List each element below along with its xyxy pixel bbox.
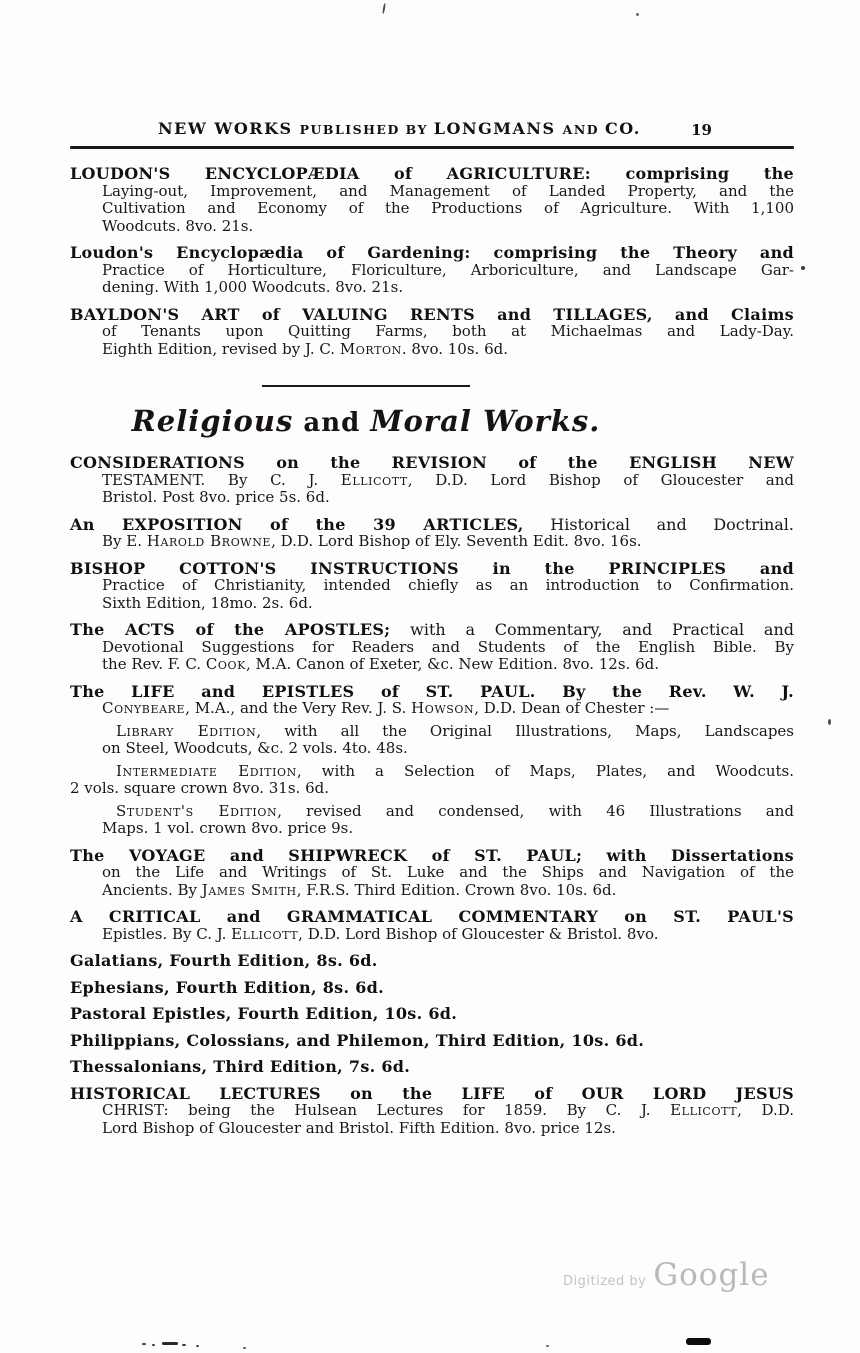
text-segment: Ellicott bbox=[340, 470, 408, 489]
text-segment: of Tenants upon Quitting Farms, both at Michaelmas and Lady-Day. bbox=[102, 322, 794, 340]
text-segment: 2 vols. square crown 8vo. 31s. 6d. bbox=[70, 779, 329, 797]
entry-line bbox=[70, 244, 794, 262]
text-segment: An EXPOSITION of the 39 ARTICLES, bbox=[70, 514, 524, 534]
text-segment: , M.A. Canon of Exeter, &c. New Edition. 8vo. 12s. 6d. bbox=[245, 655, 659, 673]
page-header-title bbox=[158, 119, 641, 138]
text-segment: Thessalonians, Third Edition, 7s. 6d. bbox=[70, 1057, 411, 1076]
text-segment: Sixth Edition, 18mo. 2s. 6d. bbox=[102, 593, 313, 612]
text-segment: Ancients. By bbox=[102, 880, 202, 899]
text-segment: HISTORICAL LECTURES on the LIFE of OUR LORD JESUS bbox=[70, 1083, 794, 1103]
text-segment: and bbox=[293, 408, 371, 438]
entry-line bbox=[70, 1102, 794, 1120]
catalog-entry-critical-and-grammatical-commentary bbox=[70, 908, 794, 943]
text-segment: Harold Browne bbox=[146, 532, 272, 550]
section-religious-and-moral-works bbox=[70, 385, 662, 440]
text-segment: , D.D. Lord Bishop of Ely. Seventh Edit. 8vo. 16s. bbox=[271, 532, 642, 550]
catalog-entry-pastoral-epistles bbox=[70, 1005, 794, 1023]
entry-line bbox=[70, 1032, 794, 1050]
text-segment: The LIFE and EPISTLES of ST. PAUL. By the Rev. W. J. bbox=[70, 681, 794, 701]
entry-line bbox=[70, 1005, 794, 1023]
entry-line bbox=[70, 926, 794, 944]
watermark-prefix: Digitized by bbox=[563, 1274, 647, 1289]
google-logo-text: Google bbox=[653, 1257, 770, 1293]
text-segment: the Rev. F. C. bbox=[102, 655, 206, 673]
catalog-entry-life-and-epistles-of-st-paul bbox=[70, 683, 794, 838]
text-segment: Eighth Edition, revised by J. C. bbox=[102, 339, 340, 358]
entry-line bbox=[70, 639, 794, 657]
digitized-by-google-watermark bbox=[563, 1257, 770, 1293]
text-segment: Lord Bishop of Gloucester and Bristol. Fifth Edition. 8vo. price 12s. bbox=[102, 1118, 616, 1137]
text-segment: Ellicott bbox=[670, 1101, 738, 1119]
entry-line bbox=[70, 560, 794, 578]
catalog-entry-loudon-encyclopaedia-agriculture bbox=[70, 165, 794, 235]
entry-line bbox=[70, 780, 794, 798]
ink-speck bbox=[182, 1344, 186, 1346]
catalog-entry-bayldon-art-of-valuing-rents bbox=[70, 306, 794, 359]
text-segment: , D.D. bbox=[737, 1101, 794, 1119]
text-segment: Student's Edition bbox=[116, 801, 278, 820]
ink-speck bbox=[546, 1345, 549, 1347]
text-segment: dening. With 1,000 Woodcuts. 8vo. 21s. bbox=[102, 278, 404, 296]
catalog-entry-voyage-and-shipwreck-of-st-paul bbox=[70, 847, 794, 900]
section-heading bbox=[70, 404, 662, 440]
entry-line bbox=[70, 279, 794, 297]
text-segment: The VOYAGE and SHIPWRECK of ST. PAUL; with Dissertations bbox=[70, 845, 794, 865]
text-segment: , M.A., and the Very Rev. J. S. bbox=[185, 699, 412, 717]
text-segment: , D.D. Dean of Chester :— bbox=[474, 699, 670, 717]
text-segment: CONSIDERATIONS on the REVISION of the ENGLISH NEW bbox=[70, 453, 794, 472]
text-segment: CHRIST: being the Hulsean Lectures for 1859. By C. J. bbox=[102, 1101, 671, 1119]
ink-speck bbox=[152, 1344, 155, 1346]
entry-line bbox=[70, 882, 794, 900]
page-header bbox=[70, 118, 794, 142]
text-segment: Historical and Doctrinal. bbox=[523, 514, 795, 534]
text-segment: By E. bbox=[102, 532, 147, 550]
entry-line bbox=[70, 864, 794, 882]
catalog-entry-loudon-encyclopaedia-gardening bbox=[70, 244, 794, 297]
entry-line bbox=[70, 183, 794, 201]
catalog-entry-thessalonians bbox=[70, 1058, 794, 1076]
entry-line bbox=[70, 763, 794, 781]
entry-line bbox=[70, 979, 794, 997]
text-segment: James Smith bbox=[201, 880, 297, 899]
text-segment: , D.D. Lord Bishop of Gloucester & Bristol. 8vo. bbox=[298, 924, 659, 943]
entry-line bbox=[70, 341, 794, 359]
text-segment: A CRITICAL and GRAMMATICAL COMMENTARY on ST. PAUL'S bbox=[70, 907, 794, 926]
text-segment: Howson bbox=[411, 699, 475, 717]
text-segment: , F.R.S. Third Edition. Crown 8vo. 10s. 6d. bbox=[296, 880, 617, 899]
entry-line bbox=[70, 533, 794, 551]
entry-line bbox=[70, 847, 794, 865]
text-segment: Galatians, Fourth Edition, 8s. 6d. bbox=[70, 951, 378, 970]
catalog-entry-historical-lectures-life-of-our-lord bbox=[70, 1085, 794, 1138]
entry-line bbox=[70, 803, 794, 821]
entry-line bbox=[70, 200, 794, 218]
text-segment: The ACTS of the APOSTLES; bbox=[70, 620, 391, 639]
catalog-entry-exposition-of-the-39-articles bbox=[70, 516, 794, 551]
text-segment: Loudon's Encyclopædia of Gardening: comprising the Theory and bbox=[70, 243, 794, 262]
text-segment: Library Edition bbox=[116, 721, 257, 740]
entry-line bbox=[70, 908, 794, 926]
text-segment: Woodcuts. 8vo. 21s. bbox=[102, 216, 254, 235]
section-divider-rule bbox=[262, 385, 470, 387]
text-segment: Practice of Christianity, intended chiefly as an introduction to Confirmation. bbox=[102, 576, 794, 594]
text-segment: , with a Selection of Maps, Plates, and Woodcuts. bbox=[296, 761, 795, 780]
text-segment: Ellicott bbox=[231, 924, 299, 943]
text-segment: with a Commentary, and Practical and bbox=[390, 620, 794, 639]
catalog-entry-galatians bbox=[70, 952, 794, 970]
text-segment: , revised and condensed, with 46 Illustrations and bbox=[277, 801, 795, 820]
ink-speck bbox=[801, 266, 805, 270]
entry-line bbox=[70, 621, 794, 639]
entry-line bbox=[70, 1058, 794, 1076]
entry-line bbox=[70, 595, 794, 613]
text-segment: Ephesians, Fourth Edition, 8s. 6d. bbox=[70, 977, 384, 997]
entry-line bbox=[70, 472, 794, 490]
text-segment: Laying-out, Improvement, and Management of Landed Property, and the bbox=[102, 181, 794, 200]
ink-speck bbox=[686, 1338, 711, 1345]
text-segment: TESTAMENT. By C. J. bbox=[102, 470, 341, 489]
entry-line bbox=[70, 489, 794, 507]
entry-line bbox=[70, 306, 794, 324]
entry-line bbox=[70, 516, 794, 534]
catalog-entry-acts-of-the-apostles bbox=[70, 621, 794, 674]
text-segment: Practice of Horticulture, Floriculture, Arboriculture, and Landscape Gar- bbox=[102, 260, 794, 279]
ink-speck bbox=[243, 1347, 246, 1349]
text-segment: Cultivation and Economy of the Productions of Agriculture. With 1,100 bbox=[102, 199, 794, 217]
text-segment: Cook bbox=[205, 655, 246, 673]
entry-line bbox=[70, 165, 794, 183]
page-number: 19 bbox=[691, 121, 712, 139]
entry-line bbox=[70, 723, 794, 741]
entry-line bbox=[70, 683, 794, 701]
entry-line bbox=[70, 323, 794, 341]
ink-speck bbox=[196, 1345, 199, 1347]
entry-line bbox=[70, 952, 794, 970]
text-segment: Morton bbox=[339, 339, 402, 358]
text-segment: NEW WORKS bbox=[158, 119, 300, 138]
text-segment: Devotional Suggestions for Readers and Students of the English Bible. By bbox=[102, 637, 794, 656]
text-segment: Epistles. By C. J. bbox=[102, 924, 232, 943]
entry-line bbox=[70, 262, 794, 280]
text-segment: CO. bbox=[604, 119, 641, 138]
text-segment: , D.D. Lord Bishop of Gloucester and bbox=[407, 470, 794, 489]
entry-line bbox=[70, 1085, 794, 1103]
ink-speck bbox=[142, 1343, 146, 1345]
catalog-listing bbox=[70, 165, 794, 1137]
text-segment: on Steel, Woodcuts, &c. 2 vols. 4to. 48s. bbox=[102, 739, 408, 757]
ink-speck bbox=[162, 1342, 178, 1345]
catalog-entry-considerations-revision-english-new-testament bbox=[70, 454, 794, 507]
text-segment: LOUDON'S ENCYCLOPÆDIA of AGRICULTURE: comprising the bbox=[70, 164, 794, 183]
entry-line bbox=[70, 740, 794, 758]
entry-line bbox=[70, 820, 794, 838]
text-segment: Intermediate Edition bbox=[116, 761, 297, 780]
catalog-entry-philippians-colossians-philemon bbox=[70, 1032, 794, 1050]
text-segment: Philippians, Colossians, and Philemon, Third Edition, 10s. 6d. bbox=[70, 1030, 645, 1050]
text-segment: , with all the Original Illustrations, Maps, Landscapes bbox=[256, 721, 794, 740]
text-segment: PUBLISHED BY bbox=[299, 122, 434, 137]
text-segment: on the Life and Writings of St. Luke and the Ships and Navigation of the bbox=[102, 863, 794, 881]
catalog-entry-ephesians bbox=[70, 979, 794, 997]
ink-speck bbox=[828, 719, 831, 725]
text-segment: Conybeare bbox=[102, 699, 186, 717]
text-segment: LONGMANS bbox=[433, 119, 563, 138]
text-segment: BISHOP COTTON'S INSTRUCTIONS in the PRINCIPLES and bbox=[70, 558, 794, 578]
entry-line bbox=[70, 1120, 794, 1138]
text-segment: Maps. 1 vol. crown 8vo. price 9s. bbox=[102, 819, 354, 837]
entry-line bbox=[70, 656, 794, 674]
entry-line bbox=[70, 454, 794, 472]
header-rule bbox=[70, 146, 794, 149]
text-segment: Pastoral Epistles, Fourth Edition, 10s. 6d. bbox=[70, 1004, 458, 1023]
entry-line bbox=[70, 577, 794, 595]
entry-line bbox=[70, 218, 794, 236]
text-segment: BAYLDON'S ART of VALUING RENTS and TILLAGES, and Claims bbox=[70, 304, 794, 324]
page-content bbox=[70, 118, 794, 1146]
text-segment: Moral Works. bbox=[370, 404, 601, 438]
text-segment: Religious bbox=[131, 404, 294, 438]
ink-speck bbox=[636, 13, 639, 16]
catalog-entry-bishop-cottons-instructions bbox=[70, 560, 794, 613]
entry-line bbox=[70, 700, 794, 718]
text-segment: AND bbox=[562, 122, 605, 137]
text-segment: Bristol. Post 8vo. price 5s. 6d. bbox=[102, 488, 330, 506]
ink-speck bbox=[382, 3, 386, 14]
text-segment: . 8vo. 10s. 6d. bbox=[401, 339, 508, 358]
